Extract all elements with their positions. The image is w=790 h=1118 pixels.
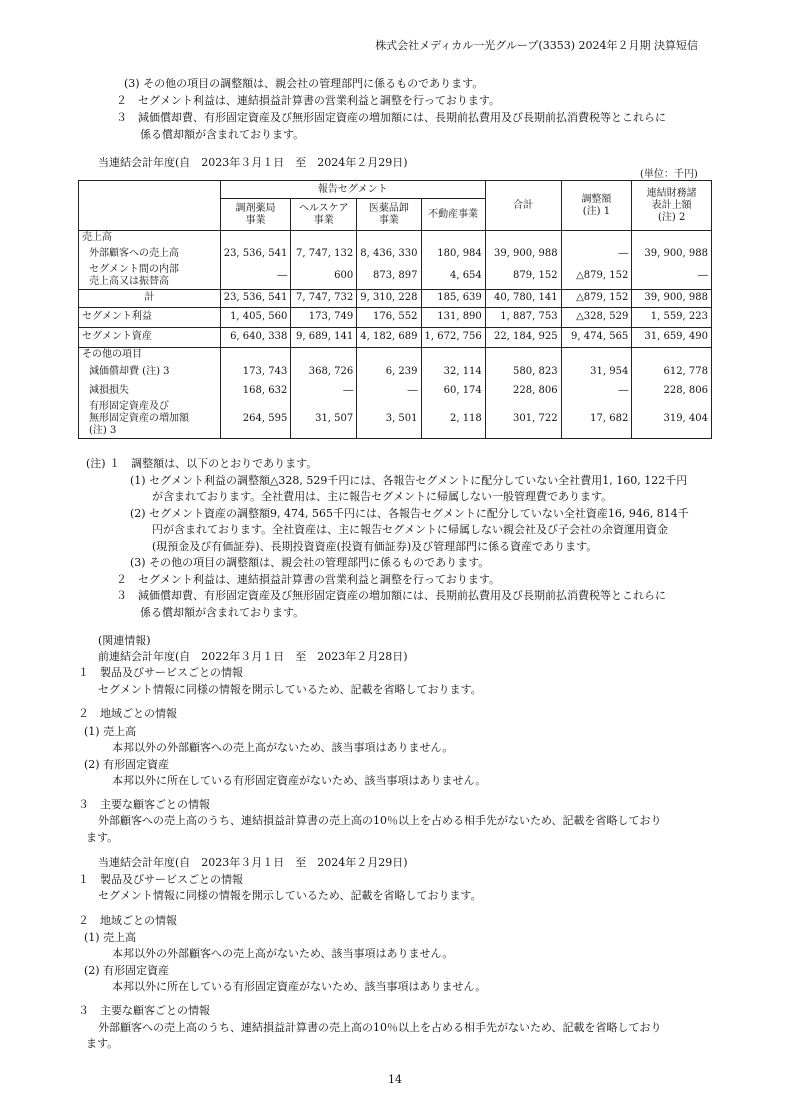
period-title: 当連結会計年度(自 2023年３月１日 至 2024年２月29日) [98, 156, 408, 169]
table-row: 減損損失 168, 632 ― ― 60, 174 228, 806 ― 228, 806 [79, 381, 712, 400]
corner-cell [79, 181, 221, 231]
row-label: 減損損失 [79, 381, 221, 400]
section-title: ２ 地域ごとの情報 [78, 707, 177, 720]
table-row: セグメント間の内部 売上高又は振替高 ― 600 873, 897 4, 654 879, 152 △879, 152 ― [79, 263, 712, 290]
section-body: 本邦以外に所在している有形固定資産がないため、該当事項はありません。 [112, 980, 487, 993]
period-title: 当連結会計年度(自 2023年３月１日 至 2024年２月29日) [98, 856, 408, 869]
subsection-title: (1) 売上高 [84, 725, 137, 738]
section-title: １ 製品及びサービスごとの情報 [78, 873, 243, 886]
note-line: (2) セグメント資産の調整額9, 474, 565千円には、各報告セグメントに配分していない全社資産16, 946, 814千 [130, 507, 689, 520]
col-header: 調整額 (注) 1 [561, 181, 632, 231]
row-label: 減価償却費 (注) 3 [79, 362, 221, 381]
note-line: ３ 減価償却費、有形固定資産及び無形固定資産の増加額には、長期前払費用及び長期前払消費税等とこれらに [116, 111, 666, 124]
section-body: 本邦以外の外部顧客への売上高がないため、該当事項はありません。 [112, 947, 454, 960]
section-body: ます。 [86, 1037, 119, 1050]
table-row: 有形固定資産及び 無形固定資産の増加額 (注) 3 264, 595 31, 507 3, 501 2, 118 301, 722 17, 682 319, 404 [79, 400, 712, 439]
note-line: (注) １ 調整額は、以下のとおりであります。 [86, 457, 318, 470]
section-title: １ 製品及びサービスごとの情報 [78, 666, 243, 679]
section-body: セグメント情報に同様の情報を開示しているため、記載を省略しております。 [98, 683, 482, 696]
col-header: 調剤薬局 事業 [220, 199, 291, 231]
subsection-title: (1) 売上高 [84, 931, 137, 944]
subsection-title: (2) 有形固定資産 [84, 758, 170, 771]
row-label: セグメント利益 [79, 307, 221, 327]
related-title: (関連情報) [98, 634, 151, 647]
col-header: 不動産事業 [421, 199, 485, 231]
section-body: 本邦以外の外部顧客への売上高がないため、該当事項はありません。 [112, 741, 454, 754]
section-title: ３ 主要な顧客ごとの情報 [78, 798, 210, 811]
row-label: 計 [79, 289, 221, 307]
period-title: 前連結会計年度(自 2022年３月１日 至 2023年２月28日) [98, 650, 408, 663]
section-body: 外部顧客への売上高のうち、連結損益計算書の売上高の10％以上を占める相手先がないため、記載を省略しており [98, 814, 662, 827]
row-label: その他の項目 [79, 347, 221, 362]
col-header: 合計 [485, 181, 561, 231]
section-body: セグメント情報に同様の情報を開示しているため、記載を省略しております。 [98, 889, 482, 902]
table-row: 減価償却費 (注) 3 173, 743 368, 726 6, 239 32, 114 580, 823 31, 954 612, 778 [79, 362, 712, 381]
note-line: ２ セグメント利益は、連結損益計算書の営業利益と調整を行っております。 [116, 94, 501, 107]
note-line: ２ セグメント利益は、連結損益計算書の営業利益と調整を行っております。 [116, 573, 501, 586]
group-header: 報告セグメント [220, 181, 485, 199]
table-row: 計 23, 536, 541 7, 747, 732 9, 310, 228 185, 639 40, 780, 141 △879, 152 39, 900, 988 [79, 289, 712, 307]
col-header: 連結財務諸 表計上額 (注) 2 [632, 181, 712, 231]
row-label: 有形固定資産及び 無形固定資産の増加額 (注) 3 [79, 400, 221, 439]
col-header: ヘルスケア 事業 [291, 199, 357, 231]
section-title: ３ 主要な顧客ごとの情報 [78, 1004, 210, 1017]
note-line: が含まれております。全社費用は、主に報告セグメントに帰属しない一般管理費であります。 [152, 490, 613, 503]
table-row: セグメント資産 6, 640, 338 9, 689, 141 4, 182, 689 1, 672, 756 22, 184, 925 9, 474, 565 31, 659, 490 [79, 327, 712, 347]
section-title: ２ 地域ごとの情報 [78, 914, 177, 927]
row-label: 外部顧客への売上高 [79, 246, 221, 263]
row-label: 売上高 [79, 231, 221, 246]
section-body: 外部顧客への売上高のうち、連結損益計算書の売上高の10％以上を占める相手先がないため、記載を省略しており [98, 1021, 662, 1034]
note-line: 円が含まれております。全社資産は、主に報告セグメントに帰属しない親会社及び子会社の余資運用資金 [152, 523, 669, 536]
page-number: 14 [388, 1073, 402, 1086]
row-label: セグメント資産 [79, 327, 221, 347]
table-row: 外部顧客への売上高 23, 536, 541 7, 747, 132 8, 436, 330 180, 984 39, 900, 988 ― 39, 900, 988 [79, 246, 712, 263]
note-line: (1) セグメント利益の調整額△328, 529千円には、各報告セグメントに配分していない全社費用1, 160, 122千円 [130, 474, 688, 487]
note-line: (現預金及び有価証券)、長期投資資産(投資有価証券)及び管理部門に係る資産であります。 [152, 540, 598, 553]
table-row: セグメント利益 1, 405, 560 173, 749 176, 552 131, 890 1, 887, 753 △328, 529 1, 559, 223 [79, 307, 712, 327]
row-label: セグメント間の内部 売上高又は振替高 [79, 263, 221, 290]
section-body: 本邦以外に所在している有形固定資産がないため、該当事項はありません。 [112, 774, 487, 787]
note-line: 係る償却額が含まれております。 [140, 128, 305, 141]
subsection-title: (2) 有形固定資産 [84, 964, 170, 977]
segment-table [78, 180, 712, 439]
section-body: ます。 [86, 831, 119, 844]
note-line: 係る償却額が含まれております。 [140, 606, 305, 619]
note-line: ３ 減価償却費、有形固定資産及び無形固定資産の増加額には、長期前払費用及び長期前払消費税等とこれらに [116, 589, 666, 602]
col-header: 医薬品卸 事業 [357, 199, 421, 231]
document-header: 株式会社メディカル一光グループ(3353) 2024年２月期 決算短信 [375, 39, 698, 52]
note-line: (3) その他の項目の調整額は、親会社の管理部門に係るものであります。 [130, 556, 490, 569]
note-line: (3) その他の項目の調整額は、親会社の管理部門に係るものであります。 [124, 77, 484, 90]
unit-label: (単位：千円) [640, 169, 698, 180]
